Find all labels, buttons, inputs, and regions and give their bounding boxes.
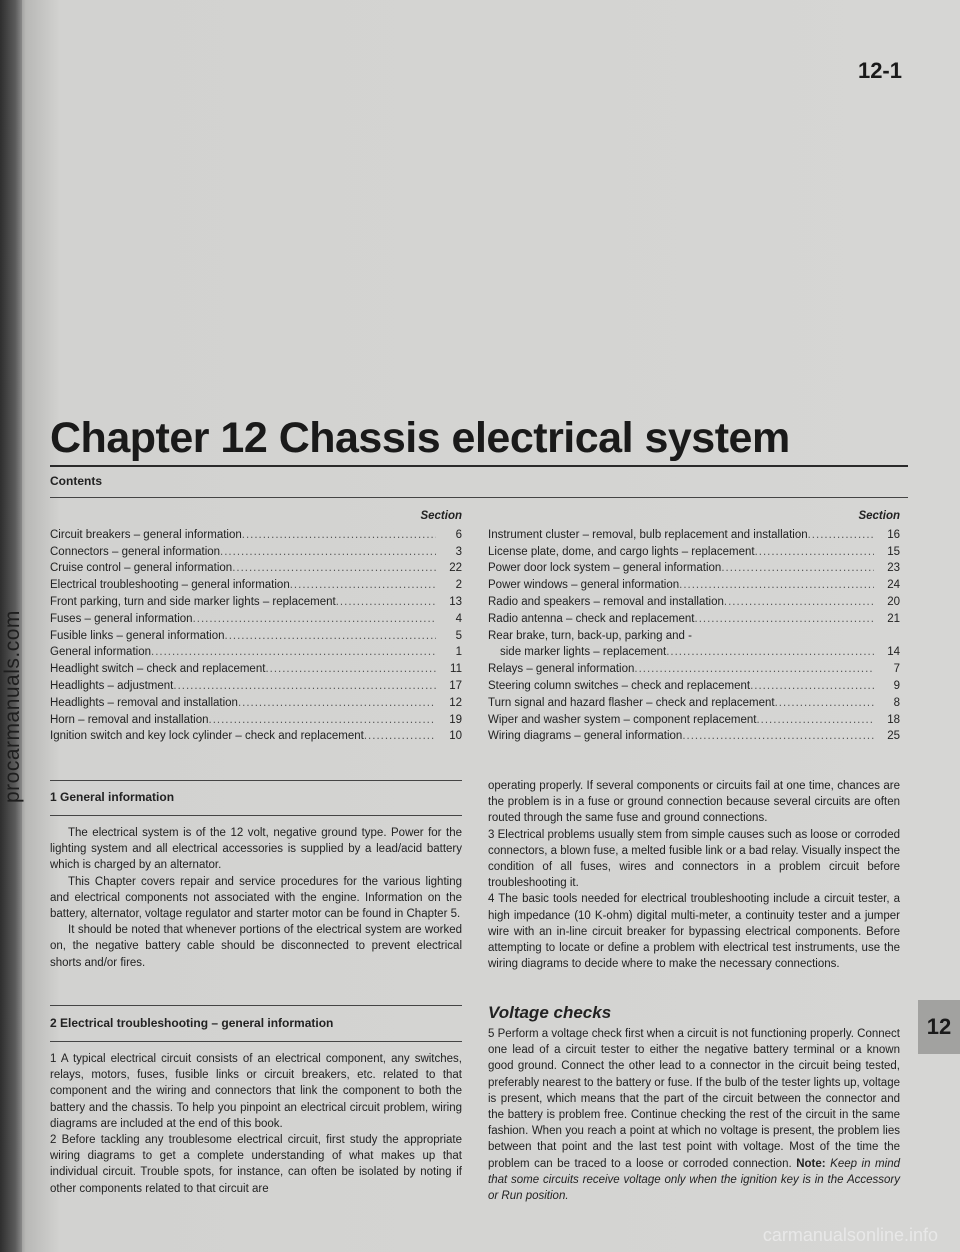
toc-entry <box>488 728 900 745</box>
toc-entry-label: Circuit breakers – general information <box>50 528 242 541</box>
voltage-checks-heading: Voltage checks <box>488 1003 612 1022</box>
toc-right-section-header: Section <box>858 510 900 522</box>
toc-entry-label: Front parking, turn and side marker lights – replacement <box>50 595 336 608</box>
toc-entry-section-number: 4 <box>455 612 462 625</box>
toc-entry-section-number: 10 <box>449 730 462 743</box>
toc-entry-section-number: 23 <box>887 562 900 575</box>
toc-entry-label: Electrical troubleshooting – general information <box>50 579 290 592</box>
section2-para: 1 A typical electrical circuit consists of an electrical component, any switches, relays, motors, fuses, fusible links or circuit breakers, etc. related to that component and the wiring and connectors that link the component to both the battery and the chassis. To help you pinpoint an electrical circuit problem, wiring diagrams are included at the end of this book. <box>50 1053 462 1130</box>
toc-leader-dots <box>721 560 874 577</box>
toc-entry <box>50 544 462 561</box>
toc-entry-label: Steering column switches – check and replacement <box>488 679 751 692</box>
toc-entry-label: side marker lights – replacement <box>500 646 667 659</box>
toc-entry-section-number: 8 <box>893 696 900 709</box>
section1-body <box>50 825 462 971</box>
toc-entry-label: Rear brake, turn, back-up, parking and - <box>488 629 692 642</box>
right-para: 3 Electrical problems usually stem from simple causes such as loose or corroded connectors, a blown fuse, a melted fusible link or a bad relay. Visually inspect the condition of all fuses, wires and connectors in a problem circuit before troubleshooting it. <box>488 828 900 890</box>
toc-entry-label: Turn signal and hazard flasher – check and replacement <box>488 696 775 709</box>
toc-entry-label: Headlights – adjustment <box>50 679 174 692</box>
toc-leader-dots <box>724 594 874 611</box>
toc-entry-label: Headlight switch – check and replacement <box>50 663 266 676</box>
toc-entry <box>488 644 900 661</box>
toc-leader-dots <box>225 628 436 645</box>
toc-entry-section-number: 19 <box>449 713 462 726</box>
section1-heading: 1 General information <box>50 790 175 804</box>
toc-leader-dots <box>151 644 436 661</box>
toc-leader-dots <box>238 695 436 712</box>
toc-entry-label: Fuses – general information <box>50 612 193 625</box>
toc-entry <box>488 628 900 645</box>
toc-entry <box>488 527 900 544</box>
toc-entry <box>488 678 900 695</box>
section2-top-rule <box>50 1005 462 1006</box>
toc-entry <box>50 611 462 628</box>
section1-para: It should be noted that whenever portions of the electrical system are worked on, the negative battery cable should be disconnected to prevent electrical shorts and/or fires. <box>50 924 462 969</box>
toc-leader-dots <box>750 678 874 695</box>
toc-entry <box>50 628 462 645</box>
toc-entry <box>488 577 900 594</box>
toc-entry <box>50 527 462 544</box>
contents-rule <box>50 497 908 498</box>
toc-entry-section-number: 21 <box>887 612 900 625</box>
toc-leader-dots <box>695 611 874 628</box>
toc-leader-dots <box>679 577 874 594</box>
toc-entry-label: Wiper and washer system – component replacement <box>488 713 757 726</box>
toc-leader-dots <box>775 695 874 712</box>
toc-entry-section-number: 20 <box>887 595 900 608</box>
toc-entry <box>488 594 900 611</box>
toc-leader-dots <box>336 594 436 611</box>
contents-label: Contents <box>50 474 102 488</box>
toc-entry-section-number <box>874 628 900 645</box>
title-rule <box>50 465 908 467</box>
toc-left <box>50 508 462 745</box>
footer-watermark: carmanualsonline.info <box>762 1225 938 1245</box>
toc-entry-section-number: 3 <box>455 545 462 558</box>
section2-bottom-rule <box>50 1041 462 1042</box>
toc-entry-section-number: 6 <box>455 528 462 541</box>
toc-entry <box>488 544 900 561</box>
toc-left-section-header: Section <box>420 510 462 522</box>
toc-entry-section-number: 16 <box>887 528 900 541</box>
toc-leader-dots <box>808 527 874 544</box>
toc-entry <box>50 594 462 611</box>
toc-entry-section-number: 5 <box>455 629 462 642</box>
toc-entry-section-number: 1 <box>455 646 462 659</box>
section1-para: This Chapter covers repair and service procedures for the various lighting and electrical components not associated with the engine. Information on the battery, alternator, voltage regulator and starter motor can be found in Chapter 5. <box>50 875 462 921</box>
toc-leader-dots <box>364 728 436 745</box>
toc-entry-section-number: 12 <box>449 696 462 709</box>
toc-entry <box>50 661 462 678</box>
toc-leader-dots <box>173 678 436 695</box>
toc-leader-dots <box>242 527 436 544</box>
toc-entry-label: Power door lock system – general information <box>488 562 722 575</box>
toc-entry-label: Ignition switch and key lock cylinder – check and replacement <box>50 730 364 743</box>
toc-entry-label: Power windows – general information <box>488 579 680 592</box>
toc-leader-dots <box>265 661 436 678</box>
toc-entry-section-number: 11 <box>450 663 462 676</box>
toc-entry-label: Connectors – general information <box>50 545 221 558</box>
toc-entry-section-number: 13 <box>449 595 462 608</box>
toc-entry-section-number: 17 <box>449 679 462 692</box>
section2-para: 2 Before tackling any troublesome electrical circuit, first study the appropriate wiring diagrams to get a complete understanding of what makes up that individual circuit. Trouble spots, for instance, can often be isolated by noting if other components related to that circuit are <box>50 1134 462 1195</box>
toc-leader-dots <box>220 544 436 561</box>
toc-entry-section-number: 22 <box>449 562 462 575</box>
toc-entry-label: Radio and speakers – removal and installation <box>488 595 724 608</box>
toc-leader-dots <box>193 611 436 628</box>
chapter-tab: 12 <box>918 1000 960 1054</box>
toc-entry-section-number: 14 <box>887 646 900 659</box>
toc-entry <box>488 695 900 712</box>
toc-entry-label: Fusible links – general information <box>50 629 225 642</box>
right-para: 4 The basic tools needed for electrical troubleshooting include a circuit tester, a high impedance (10 K-ohm) digital multi-meter, a continuity tester and a jumper wire with an in-line circuit breaker for bypassing electrical components. Before attempting to locate or define a problem with electrical test instruments, use the wiring diagrams to decide where to make the necessary connections. <box>488 893 900 971</box>
voltage-checks-body <box>488 1026 900 1204</box>
toc-entry <box>50 712 462 729</box>
right-para: operating properly. If several components or circuits fail at one time, chances are the problem is in a fuse or ground connection because several circuits are often routed through the same fuse and ground connections. <box>488 780 900 825</box>
toc-entry <box>50 644 462 661</box>
chapter-title: Chapter 12 Chassis electrical system <box>50 414 790 462</box>
toc-leader-dots <box>755 544 874 561</box>
toc-entry-label: Cruise control – general information <box>50 562 233 575</box>
toc-entry-section-number: 24 <box>887 579 900 592</box>
section2-heading: 2 Electrical troubleshooting – general information <box>50 1016 334 1030</box>
toc-leader-dots <box>756 712 874 729</box>
toc-entry <box>50 728 462 745</box>
voltage-para: 5 Perform a voltage check first when a circuit is not functioning properly. Connect one lead of a circuit tester to either the negative battery terminal or a known good ground. Connect the other lead to a connector in the circuit being tested, preferably nearest to the battery or fuse. If the bulb of the tester lights up, voltage is present, which means that the part of the circuit between the connector and the battery is problem free. Continue checking the rest of the circuit in the same fashion. When you reach a point at which no voltage is present, the problem lies between that point and the last test point with voltage. Most of the time the problem can be traced to a loose or corroded connection. <box>488 1028 900 1170</box>
toc-leader-dots <box>682 728 874 745</box>
page-number: 12-1 <box>857 58 902 83</box>
toc-entry-section-number: 25 <box>887 730 900 743</box>
section2-body <box>50 1051 462 1197</box>
toc-leader-dots <box>290 577 436 594</box>
section1-top-rule <box>50 780 462 781</box>
toc-entry <box>50 695 462 712</box>
toc-entry <box>488 560 900 577</box>
toc-entry-section-number: 7 <box>893 663 900 676</box>
toc-entry-label: Headlights – removal and installation <box>50 696 238 709</box>
toc-leader-dots <box>209 712 436 729</box>
toc-entry <box>50 577 462 594</box>
toc-entry-label: Relays – general information <box>488 663 635 676</box>
toc-entry-label: Wiring diagrams – general information <box>488 730 683 743</box>
side-watermark: procarmanuals.com <box>1 610 24 803</box>
toc-entry-label: Radio antenna – check and replacement <box>488 612 695 625</box>
toc-entry-label: License plate, dome, and cargo lights – replacement <box>488 545 755 558</box>
toc-leader-dots <box>634 661 874 678</box>
toc-leader-dots <box>666 644 874 661</box>
toc-right <box>488 508 900 745</box>
toc-entry <box>50 678 462 695</box>
toc-entry-label: Horn – removal and installation <box>50 713 209 726</box>
toc-entry <box>488 611 900 628</box>
section1-para: The electrical system is of the 12 volt, negative ground type. Power for the lighting system and all electrical accessories is supplied by a lead/acid battery which is charged by an alternator. <box>50 827 462 872</box>
note-label: Note: <box>796 1157 826 1170</box>
toc-leader-dots <box>232 560 436 577</box>
toc-entry <box>488 661 900 678</box>
toc-entry-section-number: 9 <box>893 679 900 692</box>
toc-entry-label: General information <box>50 646 151 659</box>
toc-entry-section-number: 2 <box>455 579 462 592</box>
toc-entry-section-number: 15 <box>887 545 900 558</box>
note-text: Keep in mind that some circuits receive voltage only when the ignition key is in the Accessory or Run position. <box>488 1157 900 1203</box>
toc-entry-label: Instrument cluster – removal, bulb replacement and installation <box>488 528 808 541</box>
toc-entry-section-number: 18 <box>887 713 900 726</box>
toc-entry <box>488 712 900 729</box>
toc-entry <box>50 560 462 577</box>
section1-bottom-rule <box>50 815 462 816</box>
right-column-body <box>488 778 900 972</box>
